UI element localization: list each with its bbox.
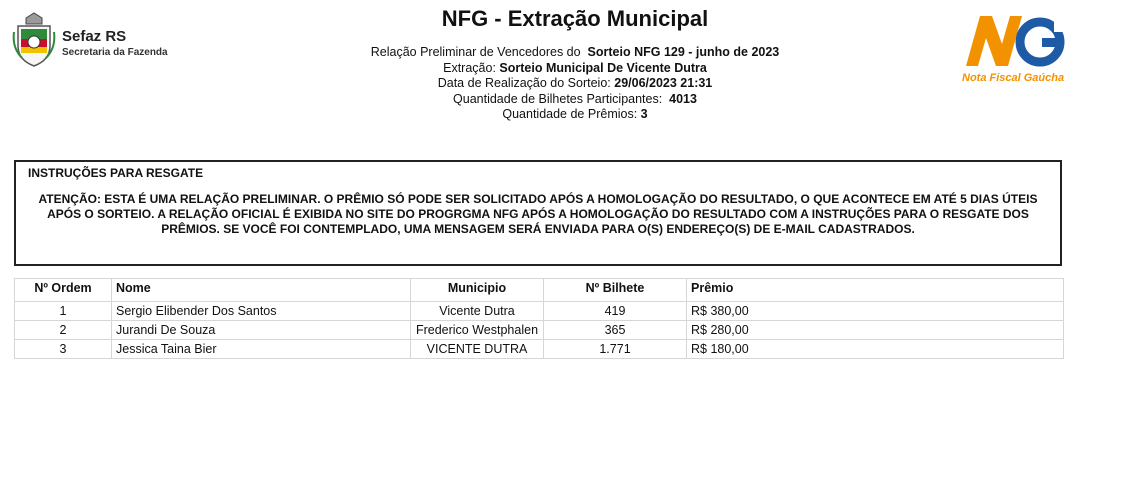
cell-municipio: Vicente Dutra [411,302,544,321]
instructions-box [14,160,1062,266]
prizes-label: Quantidade de Prêmios: [502,107,638,121]
col-header-premio: Prêmio [687,279,1064,302]
col-header-nome: Nome [112,279,411,302]
col-header-ordem: Nº Ordem [15,279,112,302]
cell-premio: R$ 380,00 [687,302,1064,321]
cell-ordem: 2 [15,321,112,340]
extraction-label: Extração: [443,60,496,75]
date-value: 29/06/2023 21:31 [614,76,713,90]
cell-bilhete: 365 [544,321,687,340]
relation-label: Relação Preliminar de Vencedores do [370,45,581,59]
winners-table [14,278,1064,359]
cell-premio: R$ 180,00 [687,340,1064,359]
cell-municipio: Frederico Westphalen [411,321,544,340]
tickets-line [330,92,820,108]
prizes-value: 3 [640,107,648,121]
tickets-label: Quantidade de Bilhetes Participantes: [453,91,663,106]
header-info [330,45,820,123]
date-label: Data de Realização do Sorteio: [437,76,611,90]
prizes-line [330,107,820,123]
cell-ordem: 1 [15,302,112,321]
rs-coat-of-arms-icon [12,12,56,68]
tickets-value: 4013 [669,91,697,106]
nfg-caption: Nota Fiscal Gaúcha [962,72,1065,84]
col-header-bilhete: Nº Bilhete [544,279,687,302]
extraction-line [330,61,820,77]
table-header-row [15,279,1064,302]
instructions-title: INSTRUÇÕES PARA RESGATE [28,166,204,180]
relation-line [330,45,820,61]
cell-nome: Sergio Elibender Dos Santos [112,302,411,321]
sefaz-logo [12,12,192,70]
date-line [330,76,820,92]
cell-nome: Jurandi De Souza [112,321,411,340]
org-name: Sefaz RS [62,28,127,45]
cell-municipio: VICENTE DUTRA [411,340,544,359]
cell-bilhete: 1.771 [544,340,687,359]
relation-value: Sorteio NFG 129 - junho de 2023 [587,45,780,59]
table-row [15,302,1064,321]
cell-nome: Jessica Taina Bier [112,340,411,359]
instructions-text: ATENÇÃO: ESTA É UMA RELAÇÃO PRELIMINAR. O PRÊMIO SÓ PODE SER SOLICITADO APÓS A HOMOLOGAÇÃO DO RESULTADO, O QUE ACONTECE EM ATÉ 5 DIAS ÚTEIS APÓS O SORTEIO. A RELAÇÃO OFICIAL É EXIBIDA NO SITE DO PROGRGMA NFG APÓS A HOMOLOGAÇÃO DO RESULTADO COM A INSTRUÇÕES PARA O RESGATE DOS PRÊMIOS. SE VOCÊ FOI CONTEMPLADO, UMA MENSAGEM SERÁ ENVIADA PARA O(S) ENDEREÇO(S) DE E-MAIL CADASTRADOS. [38,192,1038,236]
cell-premio: R$ 280,00 [687,321,1064,340]
page-title: NFG - Extração Municipal [441,6,709,31]
cell-ordem: 3 [15,340,112,359]
cell-bilhete: 419 [544,302,687,321]
extraction-value: Sorteio Municipal De Vicente Dutra [499,60,707,75]
col-header-municipio: Municipio [411,279,544,302]
org-subtitle: Secretaria da Fazenda [62,47,168,58]
table-row [15,340,1064,359]
table-row [15,321,1064,340]
